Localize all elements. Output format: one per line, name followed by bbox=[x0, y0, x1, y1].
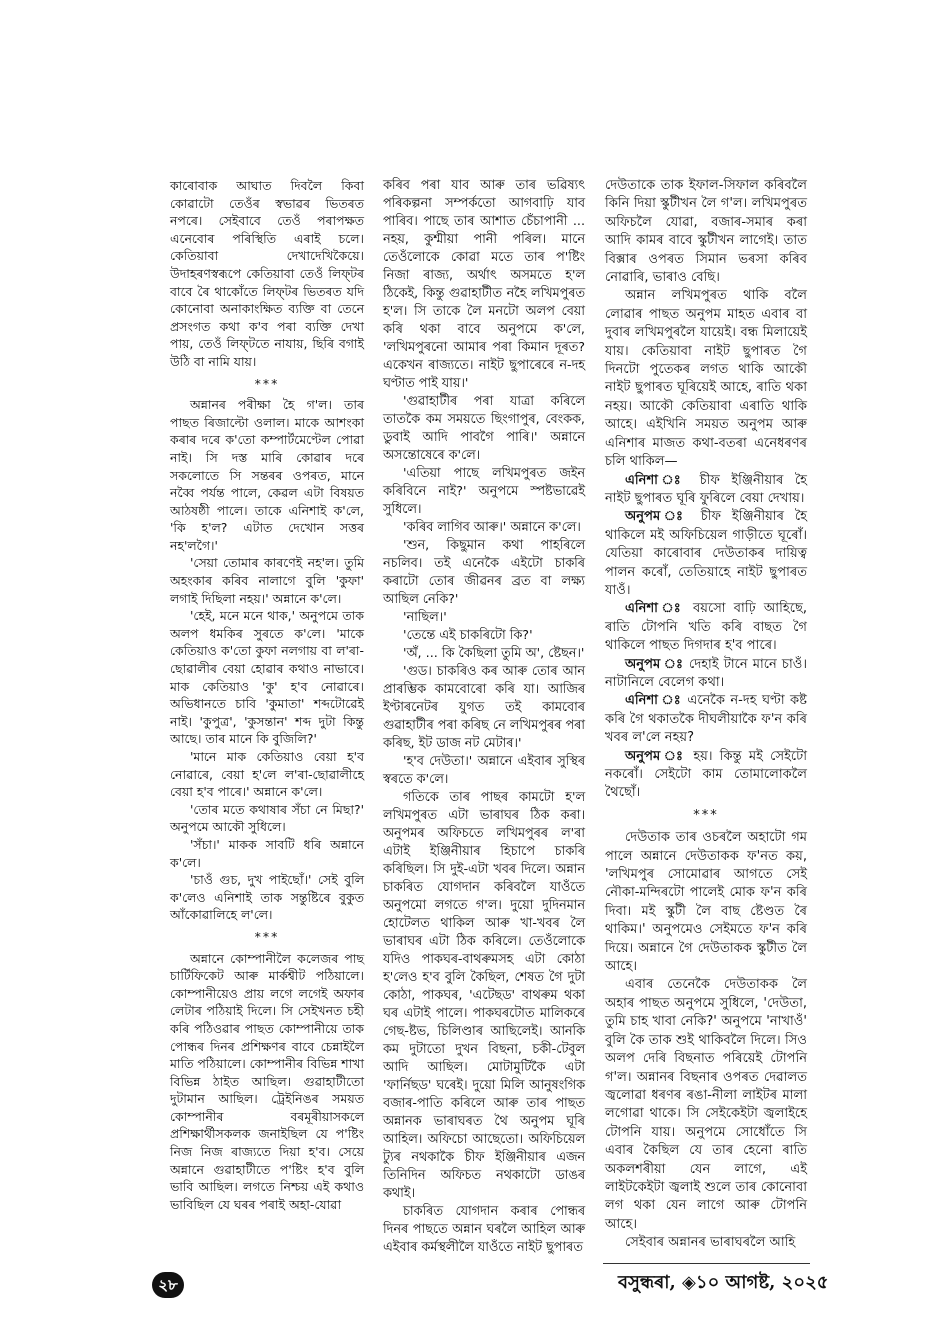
speaker-label: অনুপম ঃ bbox=[625, 509, 690, 525]
speaker-label: এনিশা ঃ bbox=[625, 601, 685, 617]
body-paragraph: 'শুন, কিছুমান কথা পাহৰিলে নচলিব। তই এনেকৈ এইটো চাকৰি কৰাটো তোৰ জীৱনৰ ব্ৰত বা লক্ষ্য আছিল নেকি?' bbox=[383, 538, 585, 607]
footer-rule bbox=[603, 1263, 810, 1264]
body-paragraph: 'কৰিব লাগিব আৰু।' অন্নানে ক'লে। bbox=[403, 520, 581, 535]
body-paragraph: 'তোৰ মতে কথাষাৰ সঁচা নে মিছা?' অনুপমে আকৌ সুধিলে। bbox=[170, 801, 364, 835]
dialogue-paragraph bbox=[605, 508, 807, 600]
body-paragraph: সেইবাৰ অন্নানৰ ভাৰাঘৰলৈ আহি bbox=[625, 1235, 796, 1251]
text-column-1 bbox=[170, 177, 364, 1213]
text-column-2 bbox=[383, 177, 585, 1257]
speaker-label: অনুপম ঃ bbox=[625, 656, 684, 672]
body-paragraph: গতিকে তাৰ পাছৰ কামটো হ'ল লখিমপুৰত এটা ভাৰাঘৰ ঠিক কৰা। অনুপমৰ অফিচতে লখিমপুৰৰ ল'ৰা এটাই ইঞ্জিনীয়াৰ হিচাপে চাকৰি কৰিছিল। সি দুই-এটা খবৰ দিলে। অন্নান চাকৰিত যোগদান কৰিবলৈ যাওঁতে অনুপমো লগতে গ'ল। দুয়ো দুদিনমান হোটেলত থাকিল আৰু খা-খবৰ লৈ ভাৰাঘৰ এটা ঠিক কৰিলে। তেওঁলোকে যদিও পাকঘৰ-বাথৰুমসহ এটা কোঠা হ'লেও হ'ব বুলি কৈছিল, শেষত গৈ দুটা কোঠা, পাকঘৰ, 'এটেছড' বাথৰুম থকা ঘৰ এটাই পালে। পাকঘৰটোত মালিকৰে গেছ-ষ্টভ, চিলিণ্ডাৰ আছিলেই। আনকি কম দুটাতো দুখন বিছনা, চকী-টেবুল আদি আছিল। মোটামুটিকৈ এটা 'ফাৰ্নিছড' ঘৰেই। দুয়ো মিলি আনুষংগিক বজাৰ-পাতি কৰিলে আৰু তাৰ পাছত অন্নানক ভাৰাঘৰত থৈ অনুপম ঘূৰি আহিল। অফিচো আছেতো। অফিচিয়েল ট্যুৰ নথকাকৈ চীফ ইঞ্জিনীয়াৰ এজন তিনিদিন অফিচত নথকাটো ডাঙৰ কথাই। bbox=[383, 790, 585, 1201]
page-number: ২৮ bbox=[152, 1272, 184, 1298]
dialogue-text: দেহাই টানে মানে চাওঁ। নাটানিলে বেলেগ কথা। bbox=[605, 656, 807, 690]
speaker-label: এনিশা ঃ bbox=[625, 472, 689, 488]
text-column-3 bbox=[605, 177, 807, 1253]
body-paragraph: 'গুৱাহাটীৰ পৰা যাত্ৰা কৰিলে তাতকৈ কম সময়তে ছিংগাপুৰ, বেংকক, ডুবাই আদি পাবগৈ পাৰি।' অন্নানে অসন্তোষেৰে ক'লে। bbox=[383, 394, 585, 463]
body-paragraph: 'তেন্তে এই চাকৰিটো কি?' bbox=[403, 628, 533, 643]
dialogue-paragraph bbox=[605, 692, 807, 747]
body-paragraph: 'চাওঁ গুচ, দুখ পাইছোঁ।' সেই বুলি ক'লেও এনিশাই তাক সন্তুষ্টিৰে বুকুত আঁকোৱালিহে ল'লে। bbox=[170, 872, 364, 923]
section-separator: *** bbox=[254, 928, 280, 944]
dialogue-paragraph bbox=[605, 656, 807, 693]
body-paragraph: কাৰোবাক আঘাত দিবলৈ কিবা কোৱাটো তেওঁৰ স্বভাৱৰ ভিতৰত নপৰে। সেইবাবে তেওঁ পৰাপক্ষত এনেবোৰ পৰিস্থিতি এৰাই চলে। কেতিয়াবা দেখাদেখিকৈয়ে। উদাহৰণস্বৰূপে কেতিয়াবা তেওঁ লিফ্‌টৰ বাবে ৰৈ থাকোঁতে লিফ্‌টৰ ভিতৰত যদি কোনোবা অনাকাংক্ষিত ব্যক্তি বা তেনে প্ৰসংগত কথা ক'ব পৰা ব্যক্তি দেখা পায়, তেওঁ লিফ্‌টতে নাযায়, ছিৰি বগাই উঠি বা নামি যায়। bbox=[170, 178, 364, 369]
body-paragraph: কৰিব পৰা যাব আৰু তাৰ ভৱিষ্যৎ পৰিকল্পনা সম্পৰ্কতো আগবাঢ়ি যাব পাৰিব। পাছে তাৰ আশাত চেঁচাপানী ... নহয়, কুশ্মীয়া পানী পৰিল। মানে তেওঁলোকে কোৱা মতে তাৰ প'ষ্টিং নিজা ৰাজ্য, অৰ্থাৎ অসমতে হ'ল ঠিকেই, কিন্তু গুৱাহাটীত নহৈ লখিমপুৰত হ'ল। সি তাকে লৈ মনটো অলপ বেয়া কৰি থকা বাবে অনুপমে ক'লে, 'লখিমপুৰনো আমাৰ পৰা কিমান দূৰত? একেখন ৰাজ্যতে। নাইট ছুপাৰেৰে ন-দহ ঘণ্টাত পাই যায়।' bbox=[383, 178, 585, 391]
body-paragraph: 'মানে মাক কেতিয়াও বেয়া হ'ব নোৱাৰে, বেয়া হ'লে ল'ৰা-ছোৱালীহে বেয়া হ'ব পাৰে।' অন্নানে ক'লে। bbox=[170, 749, 364, 800]
section-separator: *** bbox=[254, 375, 280, 391]
body-paragraph: 'নাছিল।' bbox=[403, 610, 447, 625]
body-paragraph: চাকৰিত যোগদান কৰাৰ পোন্ধৰ দিনৰ পাছতে অন্নান ঘৰলৈ আহিল আৰু এইবাৰ কৰ্মস্থলীলৈ যাওঁতে নাইট ছুপাৰত bbox=[383, 1204, 585, 1255]
body-paragraph: অন্নানৰ পৰীক্ষা হৈ গ'ল। তাৰ পাছত ৰিজাল্টো ওলাল। মাকে আশংকা কৰাৰ দৰে ক'তো কম্পাৰ্টমেণ্টেল পোৱা নাই। সি দস্ত মাৰি কোৱাৰ দৰে সকলোতে সি সন্তৰৰ ওপৰত, মানে নব্বৈ পৰ্যন্ত পালে, কেৱল এটা বিষয়ত আঠষষ্ঠী পালে। তাকে এনিশাই ক'লে, 'কি হ'ল? এটাত দেখোন সত্তৰ নহ'লগৈ।' bbox=[170, 397, 364, 553]
section-separator: *** bbox=[693, 807, 719, 823]
body-paragraph: অন্নানে কোম্পানীলৈ কলেজৰ পাছ চাৰ্টিফিকেট আৰু মাৰ্কশ্বীট পঠিয়ালে। কোম্পানীয়েও প্ৰায় লগে লগেই অফাৰ লেটাৰ পঠিয়াই দিলে। সি সেইখনত চহী কৰি পঠিওৱাৰ পাছত কোম্পানীয়ে তাক পোন্ধৰ দিনৰ প্ৰশিক্ষণৰ বাবে চেন্নাইলৈ মাতি পঠিয়ালে। কোম্পানীৰ বিভিন্ন শাখা বিভিন্ন ঠাইত আছিল। গুৱাহাটীতো দুটামান আছিল। ট্ৰেইনিঙৰ সময়ত কোম্পানীৰ বৰমূৰীয়াসকলে প্ৰশিক্ষাৰ্থীসকলক জনাইছিল যে প'ষ্টিং নিজ নিজ ৰাজ্যতে দিয়া হ'ব। সেয়ে অন্নানে গুৱাহাটীতে প'ষ্টিং হ'ব বুলি ভাবি আছিল। লগতে নিশ্চয় এই কথাও ভাবিছিল যে ঘৰৰ পৰাই অহা-যোৱা bbox=[170, 950, 365, 1212]
body-paragraph: 'এতিয়া পাছে লখিমপুৰত জইন কৰিবিনে নাই?' অনুপমে স্পষ্টভাৱেই সুধিলে। bbox=[383, 466, 585, 517]
dialogue-paragraph bbox=[605, 472, 807, 509]
body-paragraph: 'হ'ব দেউতা।' অন্নানে এইবাৰ সুস্থিৰ স্বৰতে ক'লে। bbox=[383, 754, 585, 787]
body-paragraph: 'সেয়া তোমাৰ কাৰণেই নহ'ল। তুমি অহংকাৰ কৰিব নালাগে বুলি 'কুফা' লগাই দিছিলা নহয়।' অন্নানে ক'লে। bbox=[170, 555, 364, 606]
dialogue-text: হয়। কিন্তু মই সেইটো নকৰোঁ। সেইটো কাম তোমালোকলৈ থৈছোঁ। bbox=[605, 748, 807, 801]
dialogue-paragraph bbox=[605, 600, 807, 655]
speaker-label: অনুপম ঃ bbox=[625, 748, 687, 764]
dialogue-text: চীফ ইঞ্জিনীয়াৰ হৈ থাকিলে মই অফিচিয়েল গাড়ীতে ঘূৰোঁ। যেতিয়া কাৰোবাৰ দেউতাকৰ দায়িত্ব পালন কৰোঁ, তেতিয়াহে নাইট ছুপাৰত যাওঁ। bbox=[605, 509, 807, 598]
dialogue-text: এনেকৈ ন-দহ ঘণ্টা কষ্ট কৰি গৈ থকাতকৈ দীঘলীয়াকৈ ফ'ন কৰি খবৰ ল'লে নহয়? bbox=[605, 693, 807, 746]
dialogue-text: বয়সো বাঢ়ি আহিছে, ৰাতি টোপনি খতি কৰি বাছত গৈ থাকিলে পাছত দিগদাৰ হ'ব পাৰে। bbox=[605, 601, 807, 654]
magazine-footer: বসুন্ধৰা, ◈১০ আগষ্ট, ২০২৫ bbox=[618, 1272, 829, 1293]
dialogue-paragraph bbox=[605, 748, 807, 803]
body-paragraph: দেউতাক তাৰ ওচৰলৈ অহাটো গম পালে অন্নানে দেউতাকক ফ'নত কয়, 'লখিমপুৰ সোমোৱাৰ আগতে সেই নৌকা-মন্দিৰটো পালেই মোক ফ'ন কৰি দিবা। মই স্কুটী লৈ বাছ ষ্টেণ্ডত ৰৈ থাকিম।' অনুপমেও সেইমতে ফ'ন কৰি দিয়ে। অন্নানে গৈ দেউতাকক স্কুটীত লৈ আহে। bbox=[605, 830, 807, 975]
body-paragraph: অন্নান লখিমপুৰত থাকি বলৈ লোৱাৰ পাছত অনুপম মাহত এবাৰ বা দুবাৰ লখিমপুৰলৈ যায়েই। বন্ধ মিলায়েই যায়। কেতিয়াবা নাইট ছুপাৰত গৈ দিনটো পুতেকৰ লগত থাকি আকৌ নাইট ছুপাৰত ঘূৰিয়েই আহে, ৰাতি থকা নহয়। আকৌ কেতিয়াবা এৰাতি থাকি আহে। এইখিনি সময়ত অনুপম আৰু এনিশাৰ মাজত কথা-বতৰা এনেধৰণৰ চলি থাকিল— bbox=[605, 288, 807, 470]
body-paragraph: এবাৰ তেনেকৈ দেউতাকক লৈ অহাৰ পাছত অনুপমে সুধিলে, 'দেউতা, তুমি চাহ খাবা নেকি?' অনুপমে 'নাখাওঁ' বুলি কৈ তাক শুই থাকিবলৈ দিলে। সিও অলপ দেৰি বিছনাত পৰিয়েই টোপনি গ'ল। অন্নানৰ বিছনাৰ ওপৰত দেৱালত জ্বলোৱা ধৰণৰ ৰঙা-নীলা লাইটৰ মালা লগোৱা থাকে। সি সেইকেইটা জ্বলাইহে টোপনি যায়। অনুপমে সোধোঁতে সি এবাৰ কৈছিল যে তাৰ হেনো ৰাতি অকলশৰীয়া যেন লাগে, এই লাইটকেইটা জ্বলাই শুলে তাৰ কোনোবা লগ থকা যেন লাগে আৰু টোপনি আহে। bbox=[605, 977, 807, 1232]
body-paragraph: 'হেই, মনে মনে থাক,' অনুপমে তাক অলপ ধমকিৰ সুৰতে ক'লে। 'মাকে কেতিয়াও ক'তো কুফা নলগায় বা ল'ৰা-ছোৱালীৰ বেয়া হোৱাৰ কথাও নাভাবে। মাক কেতিয়াও 'কু' হ'ব নোৱাৰে। অভিধানতে চাবি 'কুমাতা' শব্দটোৱেই নাই। 'কুপুত্ৰ', 'কুসন্তান' শব্দ দুটা কিন্তু আছে। তাৰ মানে কি বুজিলি?' bbox=[170, 608, 364, 747]
body-paragraph: 'সঁচা।' মাকক সাবটি ধৰি অন্নানে ক'লে। bbox=[170, 836, 364, 870]
speaker-label: এনিশা ঃ bbox=[625, 693, 682, 709]
body-paragraph: 'গুড। চাকৰিও কৰ আৰু তোৰ আন প্ৰাৰম্ভিক কামবোৰো কৰি যা। আজিৰ ইণ্টাৰনেটৰ যুগত তই কামবোৰ গুৱাহাটীৰ পৰা কৰিছ নে লখিমপুৰৰ পৰা কৰিছ, ইট ডাজ নট মেটাৰ।' bbox=[383, 664, 585, 751]
body-paragraph: দেউতাকে তাক ইফাল-সিফাল কৰিবলৈ কিনি দিয়া স্কুটীখন লৈ গ'ল। লখিমপুৰত অফিচলৈ যোৱা, বজাৰ-সমাৰ কৰা আদি কামৰ বাবে স্কুটীখন লাগেই। তাত বিক্সাৰ ওপৰত সিমান ভৰসা কৰিব নোৱাৰি, ভাৰাও বেছি। bbox=[605, 178, 807, 286]
dialogue-text: চীফ ইঞ্জিনীয়াৰ হৈ নাইট ছুপাৰত ঘূৰি ফুৰিলে বেয়া দেখায়। bbox=[605, 472, 807, 506]
body-paragraph: 'অঁ, ... কি কৈছিলা তুমি অ', ষ্টেছন।' bbox=[403, 646, 585, 661]
